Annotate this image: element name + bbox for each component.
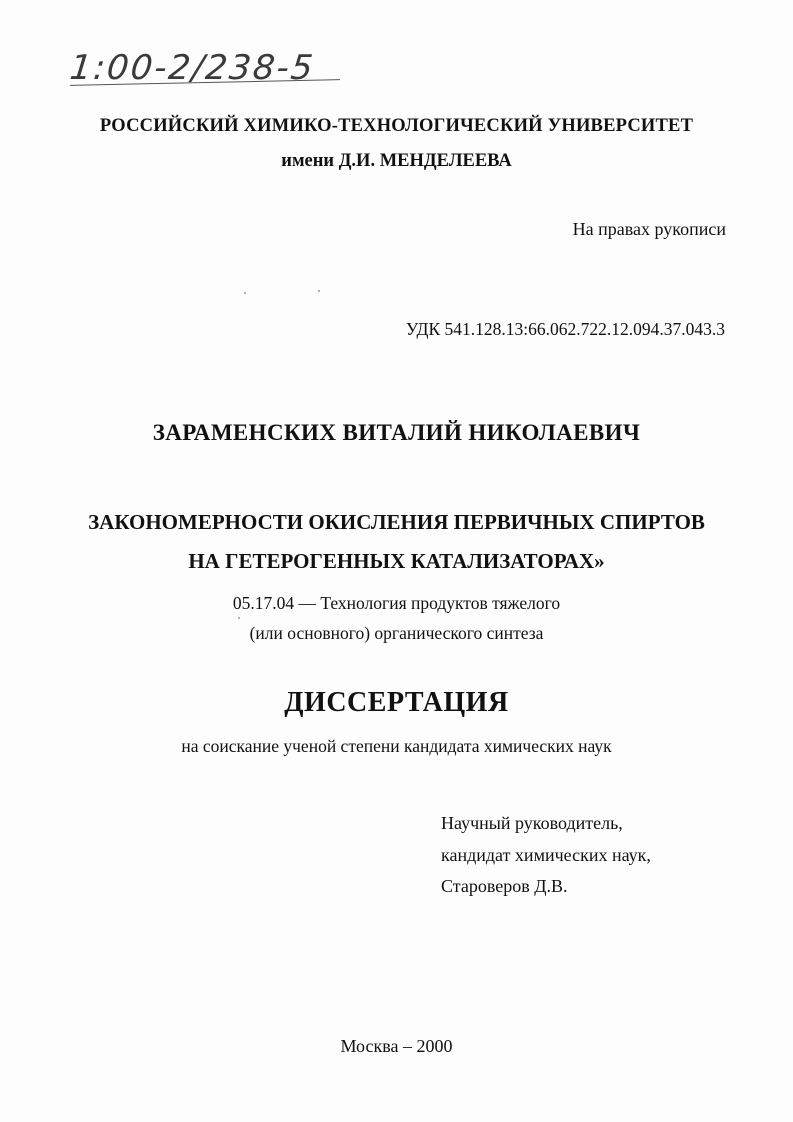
- udk-code: УДК 541.128.13:66.062.722.12.094.37.043.3: [405, 319, 725, 339]
- thesis-title-line-2: НА ГЕТЕРОГЕННЫХ КАТАЛИЗАТОРАХ»: [188, 549, 605, 573]
- supervisor-name: Староверов Д.В.: [441, 876, 568, 896]
- manuscript-rights-note: На правах рукописи: [572, 219, 726, 239]
- handwritten-archive-code: 1:00-2/238-5: [67, 48, 317, 88]
- thesis-title-line-1: ЗАКОНОМЕРНОСТИ ОКИСЛЕНИЯ ПЕРВИЧНЫХ СПИРТОВ: [88, 510, 705, 534]
- university-named-after: имени Д.И. МЕНДЕЛЕЕВА: [281, 151, 512, 171]
- document-type-heading: ДИССЕРТАЦИЯ: [284, 687, 509, 718]
- author-name: ЗАРАМЕНСКИХ ВИТАЛИЙ НИКОЛАЕВИЧ: [152, 420, 641, 445]
- supervisor-degree: кандидат химических наук,: [441, 845, 651, 865]
- degree-statement: на соискание ученой степени кандидата химических наук: [181, 736, 612, 756]
- scan-speck: [318, 290, 320, 292]
- city-year: Москва – 2000: [340, 1036, 453, 1056]
- university-name: РОССИЙСКИЙ ХИМИКО-ТЕХНОЛОГИЧЕСКИЙ УНИВЕРСИТЕТ: [99, 116, 694, 136]
- scan-speck: [238, 617, 240, 619]
- specialty-line-1: 05.17.04 — Технология продуктов тяжелого: [232, 593, 561, 613]
- scan-speck: [244, 292, 246, 294]
- supervisor-role: Научный руководитель,: [441, 813, 623, 833]
- specialty-line-2: (или основного) органического синтеза: [249, 623, 544, 643]
